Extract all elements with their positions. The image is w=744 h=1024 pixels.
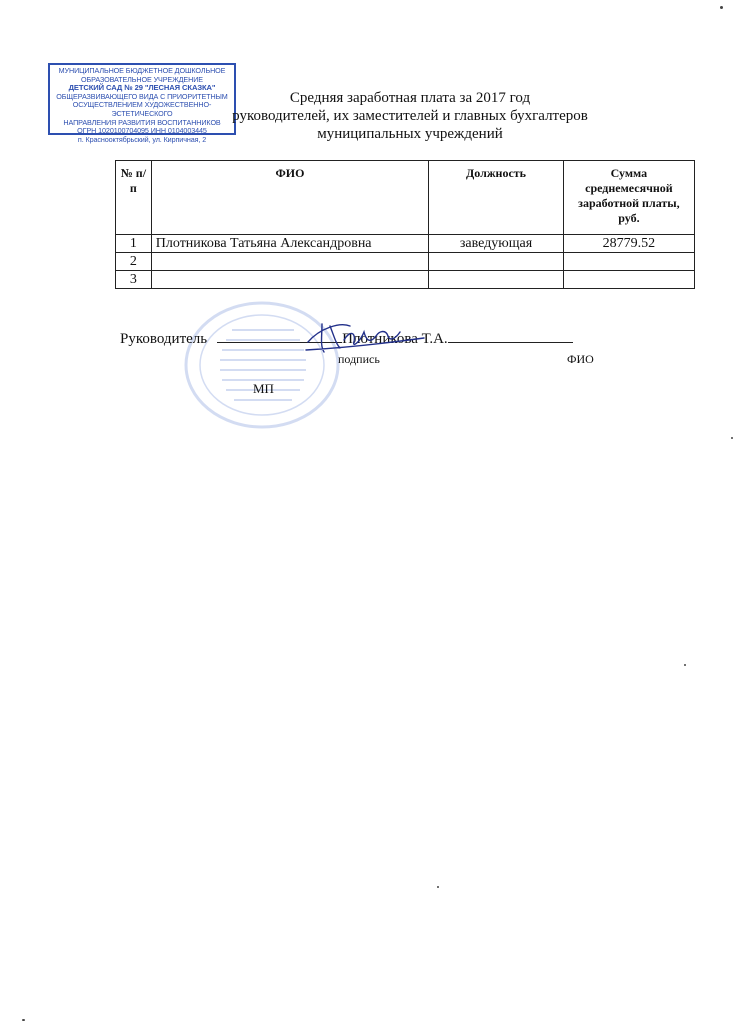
role-label: Руководитель xyxy=(120,331,208,347)
title-line-1: Средняя заработная плата за 2017 год xyxy=(289,90,531,106)
cell-position xyxy=(429,253,564,271)
stamp-line: ОБЩЕРАЗВИВАЮЩЕГО ВИДА С ПРИОРИТЕТНЫМ xyxy=(56,91,228,101)
cell-sum xyxy=(563,253,694,271)
mp-label: МП xyxy=(253,381,274,396)
scan-speck xyxy=(22,1019,25,1021)
cell-sum: 28779.52 xyxy=(563,235,694,253)
scan-speck xyxy=(731,437,733,439)
cell-sum xyxy=(563,271,694,289)
scan-speck xyxy=(437,886,439,888)
stamp-line: МУНИЦИПАЛЬНОЕ БЮДЖЕТНОЕ ДОШКОЛЬНОЕ xyxy=(58,66,226,75)
title-line-3: муниципальных учреждений xyxy=(317,126,503,142)
stamp-line: ОБРАЗОВАТЕЛЬНОЕ УЧРЕЖДЕНИЕ xyxy=(81,74,203,84)
stamp-line: ДЕТСКИЙ САД № 29 "ЛЕСНАЯ СКАЗКА" xyxy=(68,83,216,93)
header-num: № п/п xyxy=(116,161,152,235)
document-title xyxy=(200,89,620,143)
cell-position: заведующая xyxy=(429,235,564,253)
table-row xyxy=(116,253,695,271)
header-position: Должность xyxy=(429,161,564,235)
stamp-line: ОСУЩЕСТВЛЕНИЕМ ХУДОЖЕСТВЕННО-ЭСТЕТИЧЕСКОГО xyxy=(72,100,212,118)
cell-position xyxy=(429,271,564,289)
header-sum: Сумма среднемесячной заработной платы, руб. xyxy=(563,161,694,235)
scan-speck xyxy=(684,664,686,666)
caption-signature: подпись xyxy=(338,352,380,366)
cell-name xyxy=(151,253,428,271)
table-row xyxy=(116,271,695,289)
cell-name xyxy=(151,271,428,289)
stamp-line: ОГРН 1020100704095 ИНН 0104003445 xyxy=(77,126,207,136)
fio-blank xyxy=(448,328,573,343)
table-row xyxy=(116,235,695,253)
header-name: ФИО xyxy=(151,161,428,235)
stamp-line: п. Краснооктябрьский, ул. Кирпичная, 2 xyxy=(77,134,207,144)
title-line-2: руководителей, их заместителей и главных бухгалтеров xyxy=(232,108,588,124)
caption-fio: ФИО xyxy=(567,352,594,366)
cell-name: Плотникова Татьяна Александровна xyxy=(151,235,428,253)
scan-speck xyxy=(720,6,723,9)
salary-table xyxy=(115,160,695,289)
cell-num: 2 xyxy=(116,253,152,271)
signer-name: Плотникова Т.А. xyxy=(342,331,448,347)
cell-num: 3 xyxy=(116,271,152,289)
cell-num: 1 xyxy=(116,235,152,253)
stamp-line: НАПРАВЛЕНИЯ РАЗВИТИЯ ВОСПИТАННИКОВ xyxy=(63,117,221,127)
table-header-row xyxy=(116,161,695,235)
